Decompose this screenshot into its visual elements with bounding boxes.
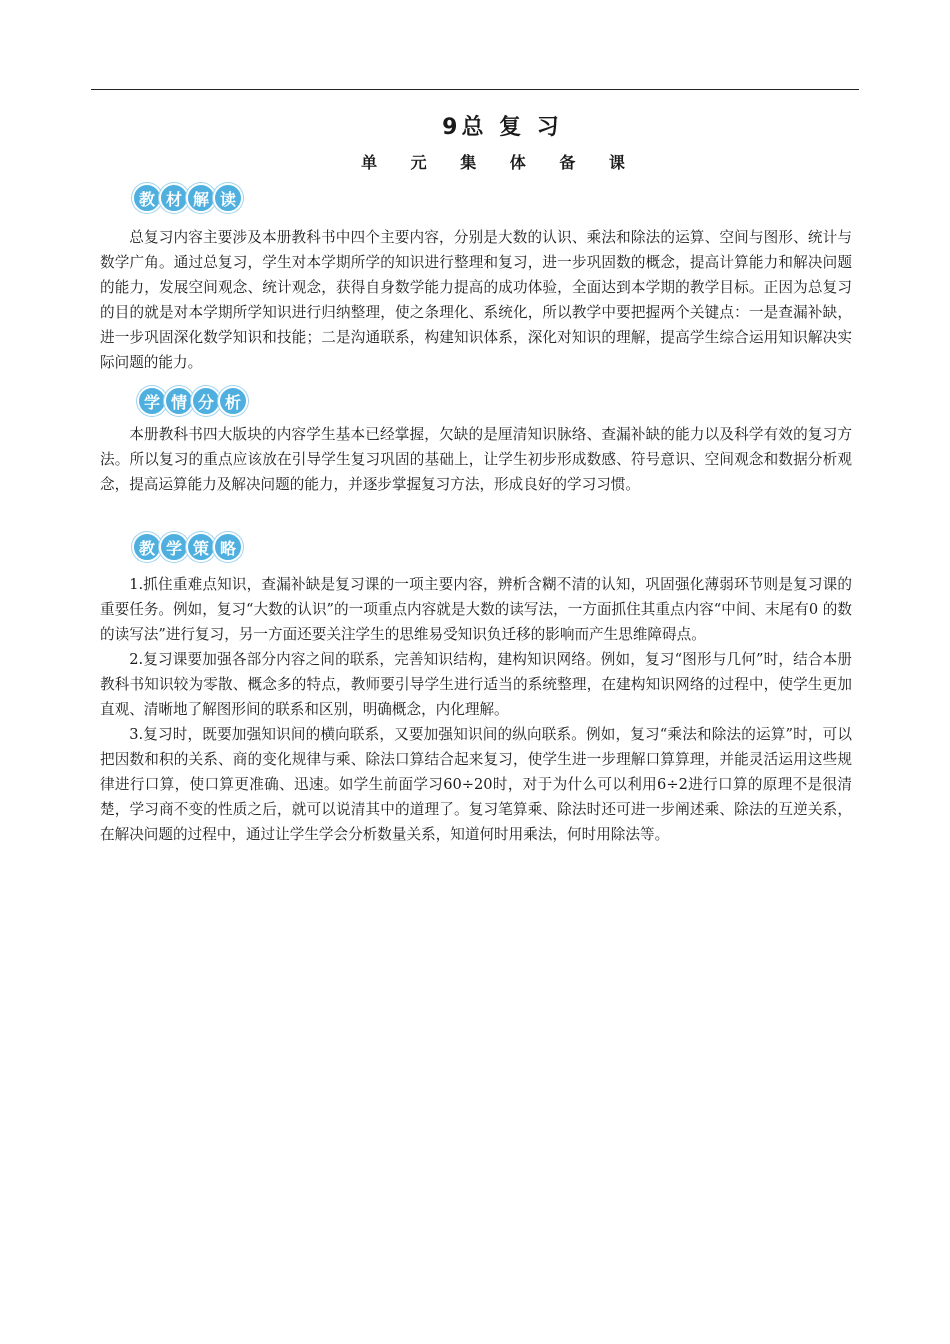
heading-char: 策 [186, 532, 216, 562]
section-body-student-analysis [100, 422, 852, 497]
heading-char: 情 [164, 386, 194, 416]
heading-char: 材 [159, 183, 189, 213]
section-body-teaching-strategy [100, 572, 852, 847]
strategy-paragraph-2: 2.复习课要加强各部分内容之间的联系，完善知识结构，建构知识网络。例如，复习“图形与几何”时，结合本册教科书知识较为零散、概念多的特点，教师要引导学生进行适当的系统整理，在建构知识网络的过程中，使学生更加直观、清晰地了解图形间的联系和区别，明确概念，内化理解。 [100, 651, 852, 718]
header-rule [91, 89, 859, 90]
heading-char: 学 [159, 532, 189, 562]
heading-char: 学 [137, 386, 167, 416]
strategy-paragraph-3: 3.复习时，既要加强知识间的横向联系，又要加强知识间的纵向联系。例如，复习“乘法和除法的运算”时，可以把因数和积的关系、商的变化规律与乘、除法口算结合起来复习，使学生进一步理解口算算理，并能灵活运用这些规律进行口算，使口算更准确、迅速。如学生前面学习60÷20时，对于为什么可以利用6÷2进行口算的原理不是很清楚，学习商不变的性质之后，就可以说清其中的道理了。复习笔算乘、除法时还可进一步阐述乘、除法的互逆关系，在解决问题的过程中，通过让学生学会分析数量关系，知道何时用乘法，何时用除法等。 [100, 726, 852, 843]
strategy-paragraph-1: 1.抓住重难点知识，查漏补缺是复习课的一项主要内容，辨析含糊不清的认知，巩固强化薄弱环节则是复习课的重要任务。例如，复习“大数的认识”的一项重点内容就是大数的读写法，一方面抓住其重点内容“中间、末尾有0 的数的读写法”进行复习，另一方面还要关注学生的思维易受知识负迁移的影响而产生思维障碍点。 [100, 576, 852, 643]
heading-char: 教 [132, 183, 162, 213]
section-heading-teaching-strategy [132, 530, 240, 564]
section-heading-textbook-reading [132, 181, 240, 215]
section-heading-student-analysis [137, 384, 245, 418]
paragraph: 总复习内容主要涉及本册教科书中四个主要内容，分别是大数的认识、乘法和除法的运算、空间与图形、统计与数学广角。通过总复习，学生对本学期所学的知识进行整理和复习，进一步巩固数的概念，提高计算能力和解决问题的能力，发展空间观念、统计观念，获得自身数学能力提高的成功体验，全面达到本学期的教学目标。正因为总复习的目的就是对本学期所学知识进行归纳整理，使之条理化、系统化，所以教学中要把握两个关键点：一是查漏补缺，进一步巩固深化数学知识和技能；二是沟通联系，构建知识体系，深化对知识的理解，提高学生综合运用知识解决实际问题的能力。 [100, 229, 852, 371]
heading-char: 教 [132, 532, 162, 562]
heading-char: 析 [218, 386, 248, 416]
page-subtitle: 单 元 集 体 备 课 [361, 153, 639, 172]
heading-char: 读 [213, 183, 243, 213]
heading-char: 解 [186, 183, 216, 213]
section-body-textbook-reading [100, 225, 852, 375]
paragraph: 本册教科书四大版块的内容学生基本已经掌握，欠缺的是厘清知识脉络、查漏补缺的能力以及科学有效的复习方法。所以复习的重点应该放在引导学生复习巩固的基础上，让学生初步形成数感、符号意识、空间观念和数据分析观念，提高运算能力及解决问题的能力，并逐步掌握复习方法，形成良好的学习习惯。 [100, 426, 852, 493]
heading-char: 分 [191, 386, 221, 416]
heading-char: 略 [213, 532, 243, 562]
page-title: 9总 复 习 [442, 115, 563, 140]
